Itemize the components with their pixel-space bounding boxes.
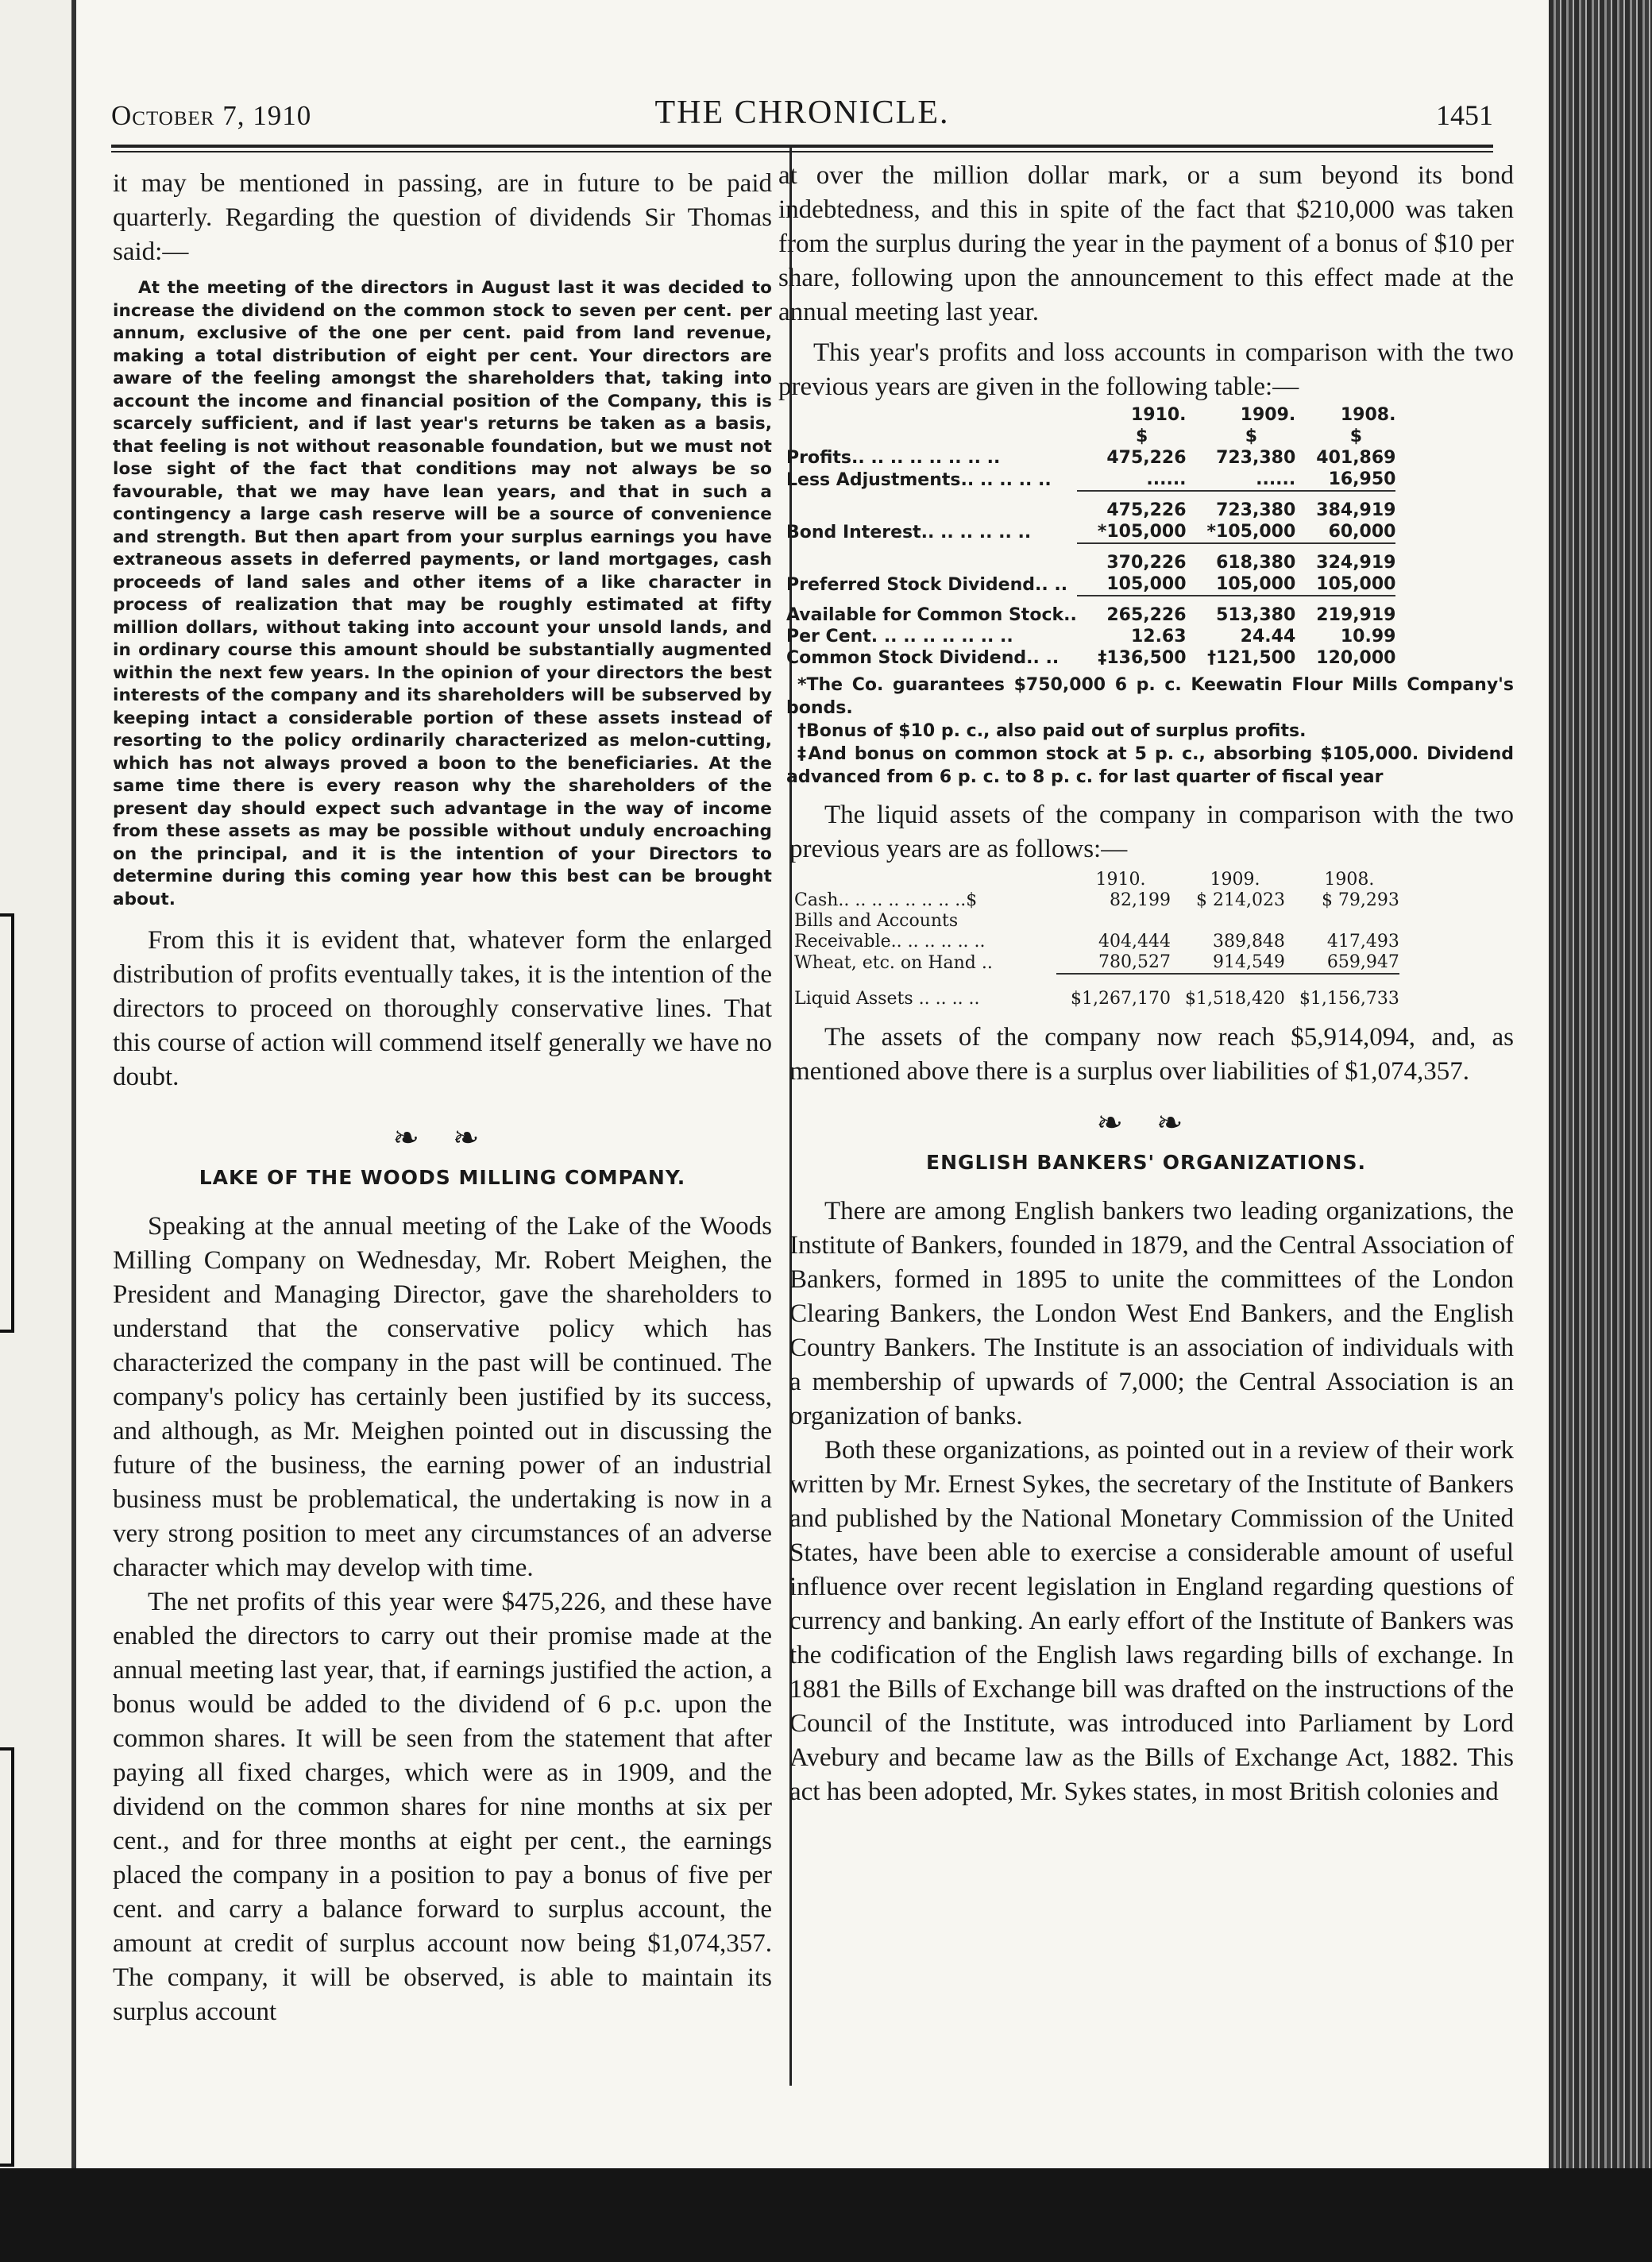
cell: 723,380 (1216, 448, 1296, 468)
cell: 780,527 (1098, 952, 1171, 972)
cell: 618,380 (1187, 543, 1296, 573)
page-header (111, 94, 1493, 141)
cell: 120,000 (1316, 648, 1396, 668)
cell: 384,919 (1295, 491, 1395, 521)
table-row (786, 626, 1395, 647)
surplus-paragraph: at over the million dollar mark, or a sum beyond its bond indebtedness, and this in spite of the fact that $210,000 was taken from the surplus during the year in the payment of a bonus of $10 per share, following upon the announcement to this effect made at the annual meeting last year. (778, 161, 1514, 326)
table-footnotes (786, 674, 1514, 789)
publication-title: THE CHRONICLE. (654, 95, 950, 131)
table-row (786, 491, 1395, 521)
row-label: Less Adjustments.. .. .. .. .. (786, 470, 1052, 490)
row-label: Available for Common Stock.. (786, 605, 1077, 625)
cell: 475,226 (1106, 448, 1187, 468)
row-label: Liquid Assets .. .. .. .. (794, 989, 980, 1009)
cell: ‡136,500 (1098, 648, 1187, 668)
row-label: Wheat, etc. on Hand .. (794, 953, 993, 973)
row-label: Preferred Stock Dividend.. .. (786, 575, 1068, 595)
row-label (786, 543, 1077, 573)
row-label (786, 491, 1077, 521)
row-label: Common Stock Dividend.. .. (786, 648, 1060, 668)
cell: *105,000 (1097, 522, 1187, 542)
cell: 16,950 (1328, 469, 1396, 489)
cell: 370,226 (1077, 543, 1187, 573)
table-intro-paragraph: This year's profits and loss accounts in comparison with the two previous years are given in the following table:— (778, 338, 1514, 401)
header-rule (111, 145, 1493, 148)
scan-book-edge (1549, 0, 1652, 2262)
table-row (786, 647, 1395, 669)
header-rule-thin (111, 151, 1493, 152)
cell: 513,380 (1187, 596, 1296, 626)
table-row (786, 543, 1395, 573)
cell: $1,156,733 (1285, 974, 1399, 1009)
lake-of-woods-paragraph-2: The net profits of this year were $475,226, and these have enabled the directors to carry out their promise made at the annual meeting last year, that, if earnings justified the action, a bonus would be added to the dividend of 6 p.c. upon the common shares. It will be seen from the statement that after paying all fixed charges, which were as in 1909, and the dividend on the common shares for nine months at six per cent., and for three months at eight per cent., the earnings placed the company in a position to pay a bonus of five per cent. and carry a balance forward to surplus account, the amount at credit of surplus account now being $1,074,357. The company, it will be observed, is able to maintain its surplus account (113, 1588, 772, 2026)
year-header: 1908. (1340, 405, 1396, 425)
year-header: 1910. (1130, 405, 1187, 425)
cell: 219,919 (1295, 596, 1395, 626)
table-row (794, 911, 1399, 952)
year-header: 1909. (1240, 405, 1296, 425)
scan-mark (0, 913, 14, 1333)
row-label: Cash.. .. .. .. .. .. .. ..$ (794, 890, 978, 910)
cell: 417,493 (1326, 932, 1399, 952)
cell: *105,000 (1206, 522, 1296, 542)
table-row (786, 447, 1395, 469)
section-heading-lake-of-the-woods: LAKE OF THE WOODS MILLING COMPANY. (199, 1166, 686, 1189)
cell: 389,848 (1212, 932, 1285, 952)
table-row (786, 596, 1395, 626)
profit-loss-table (786, 404, 1395, 669)
lake-of-woods-paragraph-1: Speaking at the annual meeting of the Lake of the Woods Milling Company on Wednesday, Mr. Robert Meighen, the President and Managing Director, gave the shareholders to understand that the conservative policy which has characterized the company in the past will be continued. The company's policy has certainly been justified by its success, and although, as Mr. Meighen pointed out in discussing the future of the business, the earning power of an industrial business must be problematical, the undertaking is now in a very strong position to meet any circumstances of an adverse character which may develop with time. (113, 1212, 772, 1582)
intro-paragraph: it may be mentioned in passing, are in future to be paid quarterly. Regarding the question of dividends Sir Thomas said:— (113, 169, 772, 266)
cell: 404,444 (1098, 932, 1171, 952)
total-assets-paragraph: The assets of the company now reach $5,914,094, and, as mentioned above there is a surplus over liabilities of $1,074,357. (789, 1023, 1514, 1086)
currency-header: $ (1136, 427, 1148, 446)
currency-header: $ (1245, 427, 1258, 446)
assets-intro-paragraph: The liquid assets of the company in comparison with the two previous years are as follows:— (789, 801, 1514, 863)
table-row (794, 952, 1399, 974)
year-header: 1909. (1210, 870, 1260, 890)
cell: 475,226 (1077, 491, 1187, 521)
table-row (786, 469, 1395, 491)
newspaper-page (76, 0, 1549, 2168)
cell: $ 79,293 (1321, 890, 1399, 910)
cell: ...... (1146, 469, 1187, 489)
section-heading-english-bankers: ENGLISH BANKERS' ORGANIZATIONS. (926, 1151, 1366, 1174)
row-label: Per Cent. .. .. .. .. .. .. .. (786, 627, 1013, 647)
cell: 914,549 (1212, 952, 1285, 972)
page-number: 1451 (1436, 99, 1493, 131)
cell: $ 214,023 (1195, 890, 1285, 910)
row-label: Bills and Accounts Receivable.. .. .. .. .. .. (794, 911, 986, 952)
scan-left-margin (0, 0, 76, 2262)
left-column (113, 167, 772, 2029)
english-bankers-paragraph-1: There are among English bankers two leading organizations, the Institute of Bankers, founded in 1879, and the Central Association of Bankers, formed in 1895 to unite the committees of the London Clearing Bankers, the London West End Bankers, and the English Country Bankers. The Institute is an association of individuals with a membership of upwards of 7,000; the Central Association is an organization of banks. (789, 1197, 1514, 1430)
table-row (786, 521, 1395, 543)
cell: 105,000 (1316, 574, 1396, 594)
cell: 82,199 (1109, 890, 1171, 910)
right-column (778, 159, 1514, 1809)
liquid-assets-table (794, 870, 1399, 1009)
row-label: Bond Interest.. .. .. .. .. .. (786, 523, 1032, 542)
footnote: *The Co. guarantees $750,000 6 p. c. Keewatin Flour Mills Company's bonds. (786, 675, 1514, 718)
footnote: †Bonus of $10 p. c., also paid out of surplus profits. (797, 721, 1307, 741)
cell: ...... (1256, 469, 1296, 489)
table-row-total (794, 974, 1399, 1009)
cell: 24.44 (1240, 627, 1296, 647)
section-ornament: ❧ ❧ (392, 1120, 492, 1156)
cell: 105,000 (1106, 574, 1187, 594)
cell: 12.63 (1130, 627, 1187, 647)
year-header: 1910. (1095, 870, 1146, 890)
cell: 401,869 (1316, 448, 1396, 468)
conclusion-paragraph: From this it is evident that, whatever form the enlarged distribution of profits eventually takes, it is the intention of the directors to proceed on thoroughly conservative lines. That this course of action will commend itself generally we have no doubt. (113, 926, 772, 1091)
scan-bottom-border (0, 2168, 1652, 2262)
row-label: Profits.. .. .. .. .. .. .. .. (786, 448, 1001, 468)
cell: 723,380 (1187, 491, 1296, 521)
table-row (794, 890, 1399, 911)
cell: $1,518,420 (1171, 974, 1285, 1009)
currency-header: $ (1349, 427, 1363, 446)
cell: 659,947 (1326, 952, 1399, 972)
cell: 105,000 (1216, 574, 1296, 594)
cell: 60,000 (1328, 522, 1396, 542)
english-bankers-paragraph-2: Both these organizations, as pointed out in a review of their work written by Mr. Ernest Sykes, the secretary of the Institute of Bankers and published by the National Monetary Commission of the United States, have been able to exercise a considerable amount of useful influence over recent legislation in England regarding questions of currency and banking. An early effort of the Institute of Bankers was the codification of the English laws regarding bills of exchange. In 1881 the Bills of Exchange bill was drafted on the instructions of the Council of the Institute, was introduced into Parliament by Lord Avebury and became law as the Bills of Exchange Act, 1882. This act has been adopted, Mr. Sykes states, in most British colonies and (789, 1436, 1514, 1806)
footnote: ‡And bonus on common stock at 5 p. c., absorbing $105,000. Dividend advanced from 6 p. c. to 8 p. c. for last quarter of fiscal year (786, 744, 1514, 787)
year-header: 1908. (1324, 870, 1375, 890)
table-row (786, 573, 1395, 596)
cell: †121,500 (1207, 648, 1296, 668)
cell: 10.99 (1340, 627, 1396, 647)
directors-quote: At the meeting of the directors in August last it was decided to increase the dividend on the common stock to seven per cent. per annum, exclusive of the one per cent. paid from land revenue, making a total distribution of eight per cent. Your directors are aware of the feeling amongst the shareholders that, taking into account the income and financial position of the Company, this is scarcely sufficient, and if last year's returns be taken as a basis, that feeling is not without reasonable foundation, but we must not lose sight of the fact that conditions may not always be so favourable, that we may have lean years, and that in such a contingency a large cash reserve will be a source of convenience and strength. But then apart from your surplus earnings you have extraneous assets in deferred payments, or land mortgages, cash proceeds of land sales and other items of a like character in process of realization that may be roughly estimated at fifty million dollars, without taking into account your unsold lands, and in ordinary course this amount should be substantially augmented within the next few years. In the opinion of your directors the best interests of the company and its shareholders will be subserved by keeping intact a considerable portion of these assets instead of resorting to the policy ordinarily characterized as melon-cutting, which has not always proved a boon to the beneficiaries. At the same time there is every reason why the shareholders of the present day should expect such advantage in the way of income from these assets as may be possible without unduly encroaching on the principal, and it is the intention of your Directors to determine during this coming year how this best can be brought about. (113, 278, 772, 909)
cell: 324,919 (1295, 543, 1395, 573)
cell: 265,226 (1077, 596, 1187, 626)
scan-mark (0, 1747, 14, 2167)
section-ornament: ❧ ❧ (1096, 1105, 1196, 1141)
issue-date: October 7, 1910 (111, 100, 312, 131)
cell: $1,267,170 (1056, 974, 1171, 1009)
